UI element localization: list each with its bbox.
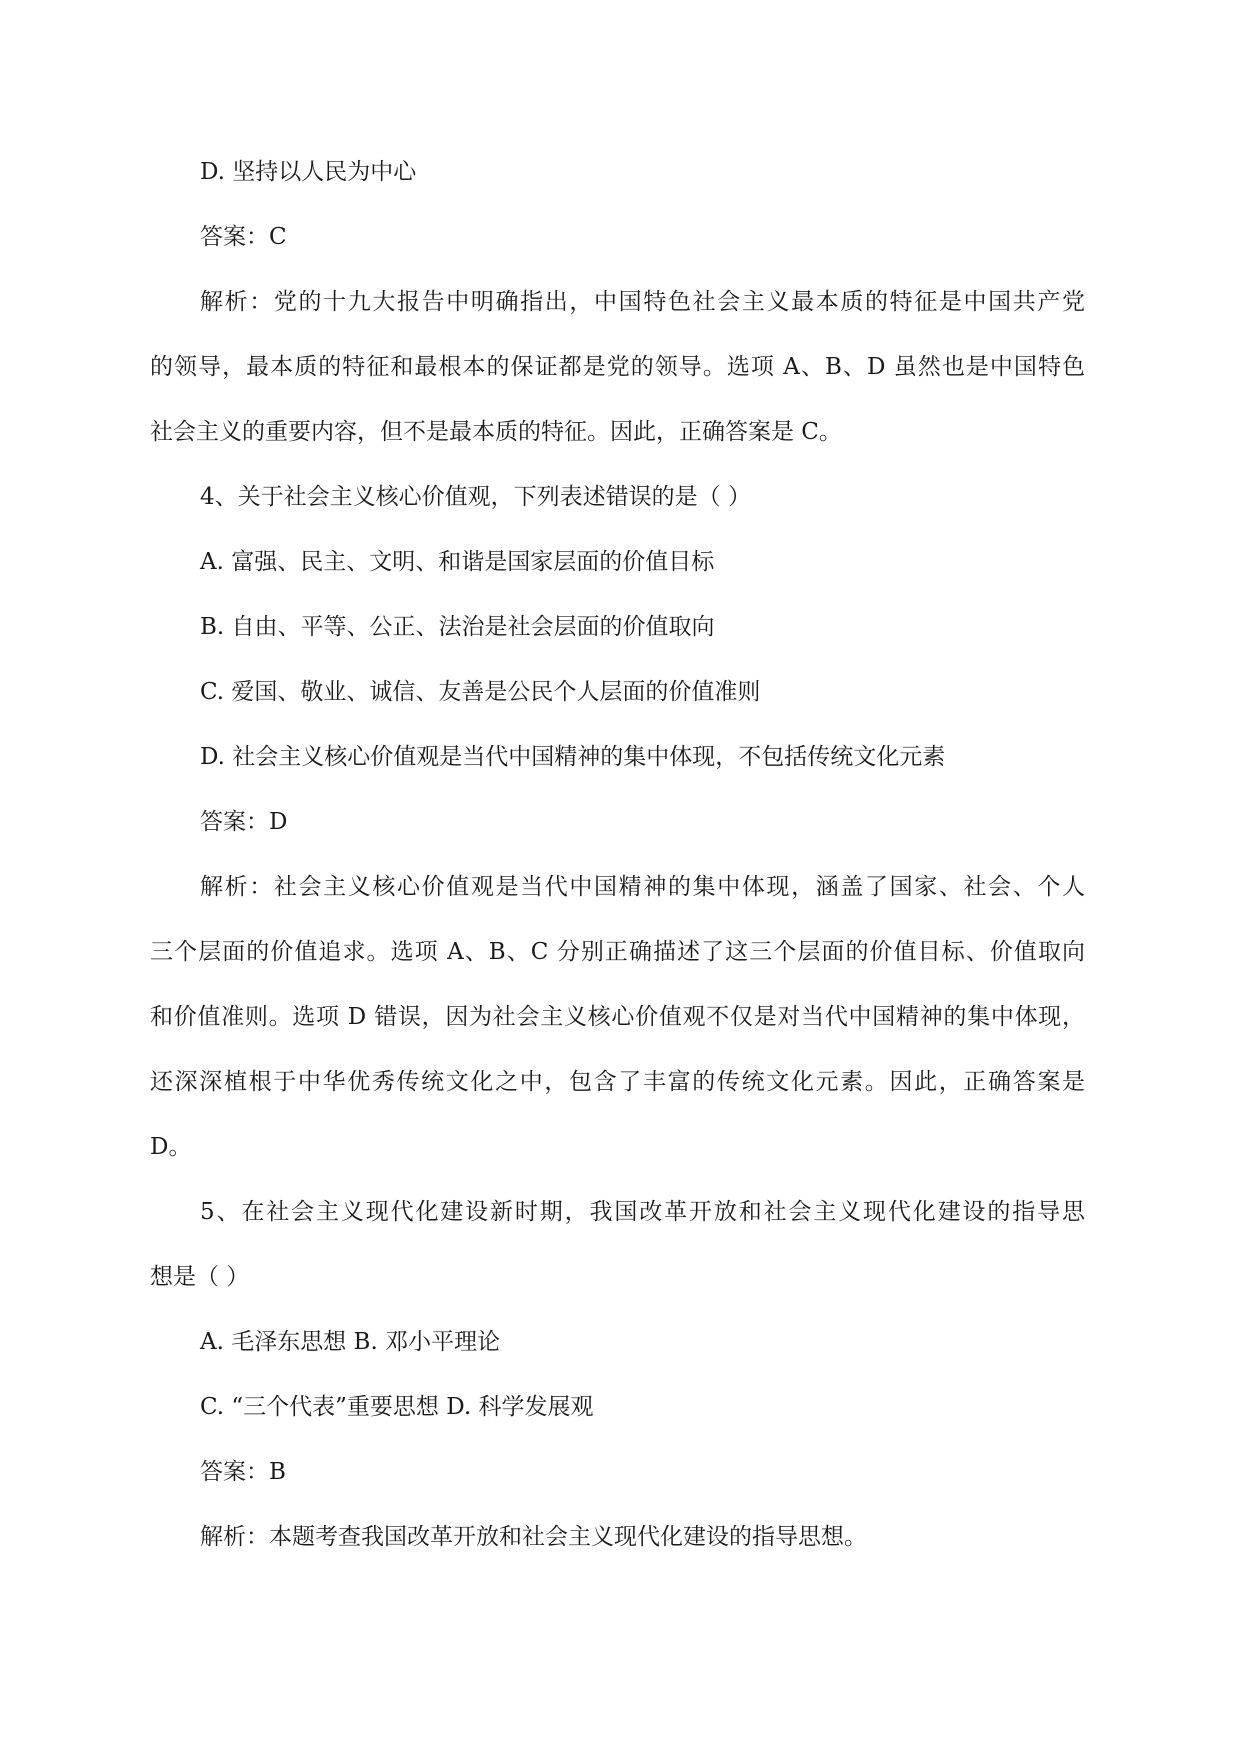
analysis-q5: 解析：本题考查我国改革开放和社会主义现代化建设的指导思想。 <box>200 1524 867 1550</box>
options-ab-q5: A. 毛泽东思想 B. 邓小平理论 <box>200 1329 501 1355</box>
paragraph-line: 想是（ ） <box>150 1264 250 1290</box>
option-c-q4: C. 爱国、敬业、诚信、友善是公民个人层面的价值准则 <box>200 679 761 705</box>
options-cd-q5: C. “三个代表”重要思想 D. 科学发展观 <box>200 1394 594 1420</box>
paragraph-line: 和价值准则。选项 D 错误，因为社会主义核心价值观不仅是对当代中国精神的集中体现， <box>150 1004 1085 1030</box>
answer-q4: 答案：D <box>200 809 288 835</box>
option-d-q4: D. 社会主义核心价值观是当代中国精神的集中体现，不包括传统文化元素 <box>200 744 946 770</box>
paragraph-line: 解析：党的十九大报告中明确指出，中国特色社会主义最本质的特征是中国共产党 <box>200 289 1085 315</box>
paragraph-line: 解析：社会主义核心价值观是当代中国精神的集中体现，涵盖了国家、社会、个人 <box>200 874 1085 900</box>
document-body <box>150 140 1085 1570</box>
question-4: 4、关于社会主义核心价值观，下列表述错误的是（ ） <box>200 484 751 510</box>
question-5 <box>150 1180 1085 1310</box>
paragraph-line: D。 <box>150 1134 192 1160</box>
answer-q3: 答案：C <box>200 224 287 250</box>
answer-q5: 答案：B <box>200 1459 286 1485</box>
paragraph-line: 三个层面的价值追求。选项 A、B、C 分别正确描述了这三个层面的价值目标、价值取向 <box>150 939 1085 965</box>
paragraph-line: 5、在社会主义现代化建设新时期，我国改革开放和社会主义现代化建设的指导思 <box>200 1199 1085 1225</box>
paragraph-line: 的领导，最本质的特征和最根本的保证都是党的领导。选项 A、B、D 虽然也是中国特色 <box>150 354 1085 380</box>
option-a-q4: A. 富强、民主、文明、和谐是国家层面的价值目标 <box>200 549 715 575</box>
analysis-q3 <box>150 270 1085 465</box>
analysis-q4 <box>150 855 1085 1180</box>
option-b-q4: B. 自由、平等、公正、法治是社会层面的价值取向 <box>200 614 715 640</box>
option-d-q3: D. 坚持以人民为中心 <box>200 159 417 185</box>
paragraph-line: 社会主义的重要内容，但不是最本质的特征。因此，正确答案是 C。 <box>150 419 842 445</box>
paragraph-line: 还深深植根于中华优秀传统文化之中，包含了丰富的传统文化元素。因此，正确答案是 <box>150 1069 1085 1095</box>
